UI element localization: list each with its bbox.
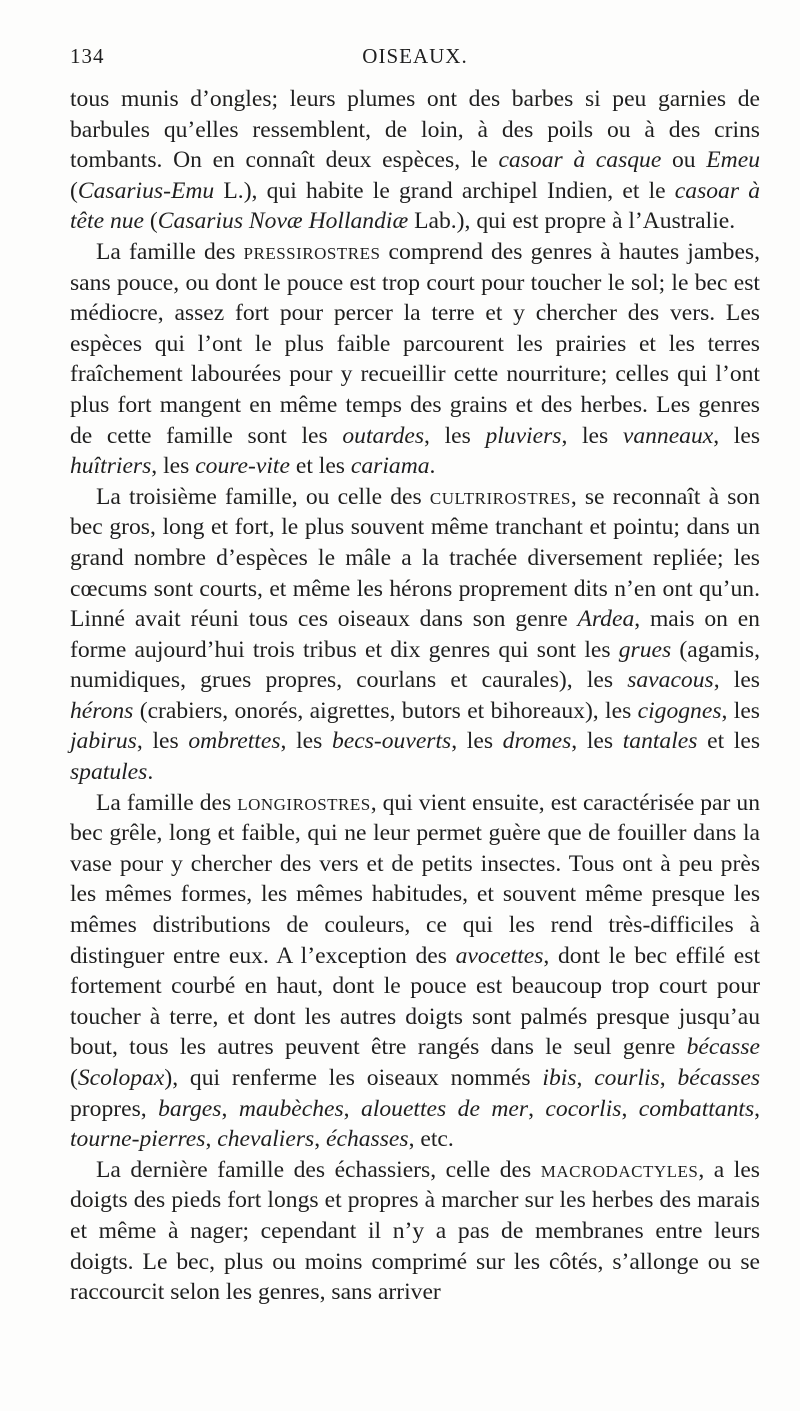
small-caps-term: pressirostres	[243, 238, 381, 265]
italic-term: barges	[158, 1095, 222, 1122]
text-run: , les	[561, 422, 623, 449]
text-run: ,	[754, 1095, 761, 1122]
text-run: , les	[451, 728, 503, 755]
text-run: ,	[659, 1065, 678, 1091]
text-run: , se reconnaît à son bec gros, long et fort, le plus souvent même tranchant et pointu; dans un grand nombre d’espèces le mâle a la trachée diversement repliée; les cœcums sont courts, et même les hérons proprement dits n’en ont qu’un. Linné avait réuni tous ces oiseaux dans son genre	[70, 483, 760, 633]
italic-term: avocettes	[455, 942, 544, 969]
italic-term: jabirus	[70, 728, 137, 755]
text-run: , mais on en forme aujourd’hui trois tribus et dix genres qui sont les	[70, 606, 760, 663]
italic-term: Scolopax	[77, 1065, 165, 1091]
italic-term: échasses	[326, 1126, 409, 1153]
italic-term: outardes	[342, 422, 425, 449]
text-run: , les	[151, 453, 196, 480]
italic-term: ombrettes	[188, 728, 281, 755]
text-run: , dont le bec effilé est fortement courbé en haut, dont le pouce est beaucoup trop court pour toucher à terre, et dont les autres doigts sont palmés presque jusqu’au bout, tous les autres peuvent être rangés dans le seul genre	[70, 942, 761, 1061]
italic-term: courlis	[594, 1065, 660, 1091]
text-run: ,	[576, 1065, 595, 1091]
paragraph	[70, 788, 760, 1155]
text-run: , qui vient ensuite, est caractérisée par un bec grêle, long et faible, qui ne leur permet guère que de fouiller dans la vase pour y chercher des vers et de petits insectes. Tous ont à peu près les mêmes formes, les mêmes habitudes, et souvent même presque les mêmes distributions de couleurs, ce qui les rend très-difficiles à distinguer entre eux. A l’exception des	[70, 789, 760, 969]
italic-term: dromes	[502, 728, 572, 755]
page-number: 134	[70, 44, 105, 68]
text-run: ,	[621, 1095, 639, 1122]
text-run: La dernière famille des échassiers, celle des	[96, 1156, 541, 1183]
italic-term: coure-vite	[195, 453, 290, 480]
italic-term: ibis	[542, 1065, 577, 1091]
text-run: , a les doigts des pieds fort longs et propres à marcher sur les herbes des marais et même à nager; cependant il n’y a pas de membranes entre leurs doigts. Le bec, plus ou moins comprimé sur les côtés, s’allonge ou se raccourcit selon les genres, sans arriver	[70, 1156, 760, 1306]
italic-term: Emeu	[706, 147, 760, 174]
text-run: (	[144, 208, 158, 235]
italic-term: tourne-pierres	[70, 1126, 206, 1153]
italic-term: cigognes	[637, 697, 722, 724]
italic-term: bécasse	[686, 1034, 760, 1061]
text-run: ,	[221, 1095, 239, 1122]
italic-term: cariama	[350, 453, 430, 480]
text-run: , les	[424, 422, 486, 449]
italic-term: chevaliers	[217, 1126, 315, 1153]
italic-term: Casarius Novæ Hollandiæ	[157, 208, 409, 235]
small-caps-term: longirostres	[237, 789, 371, 816]
small-caps-term: macrodactyles	[540, 1156, 699, 1183]
italic-term: bécasses	[677, 1065, 761, 1091]
italic-term: spatules	[70, 759, 148, 786]
text-run: ,	[343, 1095, 362, 1122]
text-run: (crabiers, onorés, aigrettes, butors et bihoreaux), les	[133, 697, 638, 724]
italic-term: hérons	[70, 697, 134, 724]
running-head	[70, 44, 760, 74]
text-run: ou	[661, 147, 707, 174]
text-run: (agamis, numidiques, grues propres, courlans et caurales), les	[70, 636, 760, 694]
italic-term: cocorlis	[545, 1095, 622, 1122]
italic-term: casoar à tête nue	[70, 177, 760, 235]
text-run: propres,	[70, 1095, 159, 1122]
text-run: et les	[289, 453, 351, 480]
paragraph	[70, 1155, 760, 1308]
text-run: La troisième famille, ou celle des	[96, 483, 430, 510]
text-run: , les	[280, 728, 332, 755]
text-run: ,	[205, 1126, 218, 1153]
text-run: .	[147, 759, 154, 786]
text-run: ,	[528, 1095, 546, 1122]
italic-term: tantales	[622, 728, 698, 755]
italic-term: vanneaux	[622, 422, 714, 449]
paragraph	[70, 482, 760, 788]
text-run: comprend des genres à hautes jambes, sans pouce, ou dont le pouce est trop court pour toucher le sol; le bec est médiocre, assez fort pour percer la terre et y chercher des vers. Les espèces qui l’ont le plus faible parcourent les prairies et les terres fraîchement labourées pour y recueillir cette nourriture; celles qui l’ont plus fort mangent en même temps des grains et des herbes. Les genres de cette famille sont les	[70, 238, 760, 449]
text-run: (	[70, 1065, 78, 1091]
italic-term: pluviers	[485, 422, 562, 449]
paragraph	[70, 84, 760, 237]
italic-term: Casarius-Emu	[77, 177, 215, 204]
italic-term: maubèches	[238, 1095, 344, 1122]
text-run: , les	[713, 667, 760, 694]
italic-term: alouettes de mer	[361, 1095, 529, 1122]
text-run: , les	[571, 728, 623, 755]
text-run: L.), qui habite le grand archipel Indien, et le	[214, 177, 675, 204]
running-title: OISEAUX.	[362, 44, 468, 68]
italic-term: huîtriers	[70, 453, 152, 480]
text-run: (	[70, 177, 78, 204]
text-run: , etc.	[408, 1126, 454, 1153]
text-run: , les	[713, 422, 760, 449]
italic-term: casoar à casque	[498, 147, 662, 174]
paragraph	[70, 237, 760, 482]
text-run: ), qui renferme les oiseaux nommés	[164, 1065, 543, 1091]
text-run: ,	[314, 1126, 326, 1153]
italic-term: Ardea	[577, 606, 635, 633]
italic-term: becs-ouverts	[331, 728, 452, 755]
text-run: , les	[721, 697, 760, 724]
italic-term: savacous	[627, 667, 714, 694]
italic-term: grues	[618, 636, 672, 663]
text-run: Lab.), qui est propre à l’Australie.	[408, 208, 736, 235]
text-run: , les	[136, 728, 189, 755]
text-run: La famille des	[96, 789, 238, 816]
text-run: La famille des	[96, 238, 244, 265]
text-run: .	[429, 453, 436, 480]
small-caps-term: cultrirostres	[429, 483, 571, 510]
body-text	[70, 84, 760, 1308]
italic-term: combattants	[638, 1095, 755, 1122]
text-run: et les	[697, 728, 761, 755]
text-run: tous munis d’ongles; leurs plumes ont des barbes si peu garnies de barbules qu’elles ressemblent, de loin, à des poils ou à des crins tombants. On en connaît deux espèces, le	[70, 86, 760, 174]
